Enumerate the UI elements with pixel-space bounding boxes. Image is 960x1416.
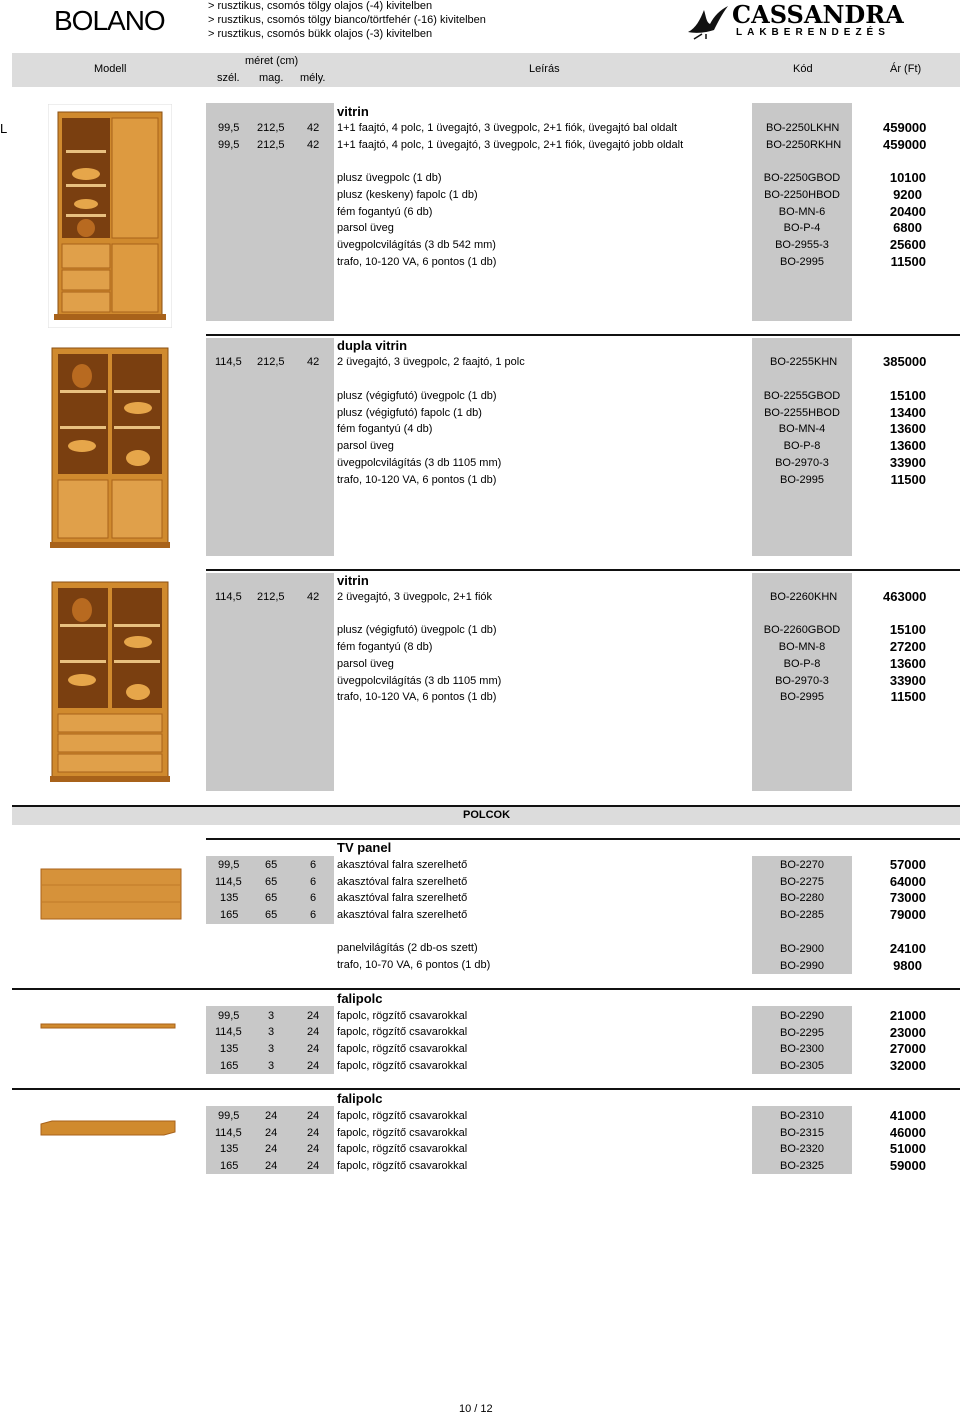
vitrin-image — [48, 104, 172, 328]
cell-width: 114,5 — [215, 876, 242, 888]
cell-price: 73000 — [889, 890, 926, 905]
section-divider — [12, 1088, 960, 1090]
extra-desc: parsol üveg — [337, 440, 394, 452]
section-title: dupla vitrin — [337, 338, 408, 353]
cell-height: 65 — [265, 892, 278, 904]
cell-depth: 24 — [307, 1160, 320, 1172]
extra-price: 13400 — [889, 405, 926, 420]
col-width: szél. — [217, 72, 240, 84]
cell-price: 46000 — [889, 1125, 926, 1140]
extra-code: BO-2260GBOD — [763, 624, 841, 636]
variant-line-2: > rusztikus, csomós tölgy bianco/törtfehér (-16) kivitelben — [208, 14, 486, 26]
cell-price: 463000 — [883, 589, 927, 604]
cell-desc: fapolc, rögzítő csavarokkal — [337, 1127, 468, 1139]
cell-depth: 42 — [307, 356, 320, 368]
cell-width: 99,5 — [218, 859, 240, 871]
cell-code: BO-2275 — [779, 876, 825, 888]
logo-bird-icon — [684, 2, 730, 40]
cell-price: 385000 — [883, 354, 927, 369]
extra-desc: plusz (keskeny) fapolc (1 db) — [337, 189, 478, 201]
cell-width: 99,5 — [218, 122, 240, 134]
extra-code: BO-2255GBOD — [763, 390, 841, 402]
cell-desc: fapolc, rögzítő csavarokkal — [337, 1110, 468, 1122]
cell-code: BO-2285 — [779, 909, 825, 921]
cell-depth: 24 — [307, 1110, 320, 1122]
extra-price: 33900 — [889, 673, 926, 688]
cell-depth: 24 — [307, 1143, 320, 1155]
cell-code: BO-2300 — [779, 1043, 825, 1055]
dupla-vitrin-image — [48, 346, 172, 552]
cell-height: 24 — [265, 1143, 278, 1155]
cell-code: BO-2290 — [779, 1010, 825, 1022]
cell-height: 3 — [268, 1010, 275, 1022]
page-number: 10 / 12 — [459, 1403, 493, 1415]
cell-depth: 6 — [310, 859, 317, 871]
col-size: méret (cm) — [245, 55, 299, 67]
cell-code: BO-2255KHN — [770, 356, 838, 368]
cell-code: BO-2250LKHN — [766, 122, 840, 134]
extra-price: 11500 — [890, 254, 926, 269]
extra-price: 11500 — [890, 689, 926, 704]
cell-height: 65 — [265, 876, 278, 888]
extra-desc: üvegpolcvilágítás (3 db 1105 mm) — [337, 675, 502, 687]
cell-depth: 24 — [307, 1043, 320, 1055]
extra-desc: trafo, 10-70 VA, 6 pontos (1 db) — [337, 959, 491, 971]
extra-price: 25600 — [889, 237, 926, 252]
cell-width: 114,5 — [215, 356, 242, 368]
section-title: falipolc — [337, 991, 383, 1006]
cell-price: 59000 — [889, 1158, 926, 1173]
cell-width: 99,5 — [218, 1110, 240, 1122]
col-model: Modell — [94, 63, 127, 75]
cell-desc: fapolc, rögzítő csavarokkal — [337, 1026, 468, 1038]
cell-depth: 24 — [307, 1010, 320, 1022]
cell-desc: akasztóval falra szerelhető — [337, 859, 468, 871]
extra-desc: panelvilágítás (2 db-os szett) — [337, 942, 478, 954]
col-code: Kód — [793, 63, 813, 75]
cell-height: 3 — [268, 1026, 275, 1038]
cell-height: 65 — [265, 909, 278, 921]
cell-desc: fapolc, rögzítő csavarokkal — [337, 1143, 468, 1155]
cell-desc: fapolc, rögzítő csavarokkal — [337, 1160, 468, 1172]
cell-price: 459000 — [883, 137, 927, 152]
cell-height: 24 — [265, 1110, 278, 1122]
extra-desc: üvegpolcvilágítás (3 db 542 mm) — [337, 239, 496, 251]
cell-width: 135 — [220, 1143, 239, 1155]
cell-code: BO-2250RKHN — [766, 139, 842, 151]
falipolc-thin-image — [40, 1022, 176, 1030]
col-height: mag. — [259, 72, 284, 84]
cell-width: 99,5 — [218, 1010, 240, 1022]
cell-code: BO-2280 — [779, 892, 825, 904]
cell-price: 21000 — [889, 1008, 926, 1023]
cell-code: BO-2310 — [779, 1110, 825, 1122]
cell-height: 212,5 — [257, 591, 285, 603]
dims-column-bg — [206, 103, 334, 321]
cell-depth: 42 — [307, 139, 320, 151]
extra-code: BO-MN-4 — [778, 423, 826, 435]
cell-code: BO-2270 — [779, 859, 825, 871]
section-title: vitrin — [337, 104, 369, 119]
cell-width: 135 — [220, 892, 239, 904]
cell-height: 212,5 — [257, 122, 285, 134]
extra-desc: fém fogantyú (6 db) — [337, 206, 433, 218]
cell-price: 79000 — [889, 907, 926, 922]
extra-desc: üvegpolcvilágítás (3 db 1105 mm) — [337, 457, 502, 469]
extra-price: 20400 — [889, 204, 926, 219]
extra-desc: plusz üvegpolc (1 db) — [337, 172, 442, 184]
cell-price: 41000 — [889, 1108, 926, 1123]
cell-height: 3 — [268, 1043, 275, 1055]
extra-code: BO-MN-8 — [778, 641, 826, 653]
cell-desc: akasztóval falra szerelhető — [337, 892, 468, 904]
extra-desc: fém fogantyú (4 db) — [337, 423, 433, 435]
extra-price: 6800 — [893, 220, 922, 235]
extra-desc: trafo, 10-120 VA, 6 pontos (1 db) — [337, 256, 497, 268]
extra-price: 9200 — [893, 187, 922, 202]
col-price: Ár (Ft) — [890, 63, 922, 75]
cell-width: 99,5 — [218, 139, 240, 151]
cell-code: BO-2325 — [779, 1160, 825, 1172]
cell-code: BO-2315 — [779, 1127, 825, 1139]
extra-desc: parsol üveg — [337, 222, 394, 234]
cell-width: 114,5 — [215, 1026, 242, 1038]
cell-depth: 6 — [310, 892, 317, 904]
extra-price: 11500 — [890, 472, 926, 487]
cell-code: BO-2260KHN — [770, 591, 838, 603]
extra-price: 9800 — [893, 958, 922, 973]
extra-price: 10100 — [889, 170, 926, 185]
variant-line-3: > rusztikus, csomós bükk olajos (-3) kivitelben — [208, 28, 433, 40]
extra-code: BO-P-4 — [783, 222, 821, 234]
extra-desc: fém fogantyú (8 db) — [337, 641, 433, 653]
extra-price: 33900 — [889, 455, 926, 470]
col-desc: Leírás — [529, 63, 560, 75]
section-divider — [206, 334, 960, 336]
cell-depth: 24 — [307, 1026, 320, 1038]
cell-desc: 2 üvegajtó, 3 üvegpolc, 2 faajtó, 1 polc — [337, 356, 525, 368]
extra-code: BO-2970-3 — [775, 457, 829, 469]
extra-price: 13600 — [889, 656, 926, 671]
logo-name: CASSANDRA — [732, 0, 904, 29]
cell-price: 32000 — [889, 1058, 926, 1073]
cell-height: 24 — [265, 1127, 278, 1139]
section-title: TV panel — [337, 840, 392, 855]
extra-code: BO-2995 — [779, 474, 825, 486]
cell-price: 64000 — [889, 874, 926, 889]
cell-desc: 1+1 faajtó, 4 polc, 1 üvegajtó, 3 üvegpolc, 2+1 fiók, üvegajtó jobb oldalt — [337, 139, 684, 151]
extra-code: BO-P-8 — [783, 658, 821, 670]
cell-height: 212,5 — [257, 139, 285, 151]
cell-width: 165 — [220, 909, 239, 921]
section-title: falipolc — [337, 1091, 383, 1106]
extra-desc: plusz (végigfutó) fapolc (1 db) — [337, 407, 482, 419]
logo-subtitle: LAKBERENDEZÉS — [736, 27, 890, 38]
variant-line-1: > rusztikus, csomós tölgy olajos (-4) kivitelben — [208, 0, 433, 12]
extra-code: BO-2990 — [779, 960, 825, 972]
cell-width: 165 — [220, 1160, 239, 1172]
section-divider — [12, 988, 960, 990]
extra-price: 13600 — [889, 438, 926, 453]
cell-height: 3 — [268, 1060, 275, 1072]
falipolc-deep-image — [40, 1120, 176, 1136]
cell-desc: akasztóval falra szerelhető — [337, 909, 468, 921]
extra-price: 24100 — [889, 941, 926, 956]
cell-width: 114,5 — [215, 1127, 242, 1139]
cassandra-logo — [684, 2, 924, 42]
section-divider — [206, 838, 960, 840]
cell-depth: 24 — [307, 1060, 320, 1072]
extra-price: 15100 — [889, 622, 926, 637]
extra-code: BO-2250GBOD — [763, 172, 841, 184]
col-depth: mély. — [300, 72, 326, 84]
cell-width: 114,5 — [215, 591, 242, 603]
column-header-band — [12, 53, 960, 87]
extra-desc: trafo, 10-120 VA, 6 pontos (1 db) — [337, 691, 497, 703]
extra-code: BO-2995 — [779, 691, 825, 703]
section-title: vitrin — [337, 573, 369, 588]
extra-price: 13600 — [889, 421, 926, 436]
cell-desc: fapolc, rögzítő csavarokkal — [337, 1010, 468, 1022]
dims-column-bg — [206, 573, 334, 791]
vitrin-drawers-image — [48, 580, 172, 786]
cell-height: 65 — [265, 859, 278, 871]
extra-code: BO-MN-6 — [778, 206, 826, 218]
cell-depth: 42 — [307, 122, 320, 134]
extra-code: BO-P-8 — [783, 440, 821, 452]
extra-desc: plusz (végigfutó) üvegpolc (1 db) — [337, 624, 497, 636]
cell-height: 212,5 — [257, 356, 285, 368]
cell-desc: fapolc, rögzítő csavarokkal — [337, 1043, 468, 1055]
cell-price: 57000 — [889, 857, 926, 872]
section-divider — [206, 569, 960, 571]
cell-code: BO-2295 — [779, 1027, 825, 1039]
cell-price: 27000 — [889, 1041, 926, 1056]
cell-price: 459000 — [883, 120, 927, 135]
cell-depth: 6 — [310, 876, 317, 888]
cell-depth: 24 — [307, 1127, 320, 1139]
extra-desc: parsol üveg — [337, 658, 394, 670]
extra-price: 27200 — [889, 639, 926, 654]
stray-mark: L — [0, 121, 8, 136]
extra-desc: plusz (végigfutó) üvegpolc (1 db) — [337, 390, 497, 402]
cell-desc: 1+1 faajtó, 4 polc, 1 üvegajtó, 3 üvegpolc, 2+1 fiók, üvegajtó bal oldalt — [337, 122, 678, 134]
cell-desc: 2 üvegajtó, 3 üvegpolc, 2+1 fiók — [337, 591, 493, 603]
extra-desc: trafo, 10-120 VA, 6 pontos (1 db) — [337, 474, 497, 486]
cell-code: BO-2305 — [779, 1060, 825, 1072]
brand-title: BOLANO — [54, 5, 165, 36]
cell-price: 51000 — [889, 1141, 926, 1156]
extra-code: BO-2255HBOD — [764, 407, 840, 419]
cell-depth: 42 — [307, 591, 320, 603]
cell-code: BO-2320 — [779, 1143, 825, 1155]
polcok-title: POLCOK — [463, 809, 511, 821]
dims-column-bg — [206, 338, 334, 556]
tv-panel-image — [40, 868, 182, 920]
cell-height: 24 — [265, 1160, 278, 1172]
cell-width: 165 — [220, 1060, 239, 1072]
cell-price: 23000 — [889, 1025, 926, 1040]
cell-width: 135 — [220, 1043, 239, 1055]
extra-price: 15100 — [889, 388, 926, 403]
extra-code: BO-2995 — [779, 256, 825, 268]
extra-code: BO-2900 — [779, 943, 825, 955]
cell-depth: 6 — [310, 909, 317, 921]
cell-desc: akasztóval falra szerelhető — [337, 876, 468, 888]
cell-desc: fapolc, rögzítő csavarokkal — [337, 1060, 468, 1072]
extra-code: BO-2250HBOD — [764, 189, 840, 201]
extra-code: BO-2955-3 — [775, 239, 829, 251]
extra-code: BO-2970-3 — [775, 675, 829, 687]
